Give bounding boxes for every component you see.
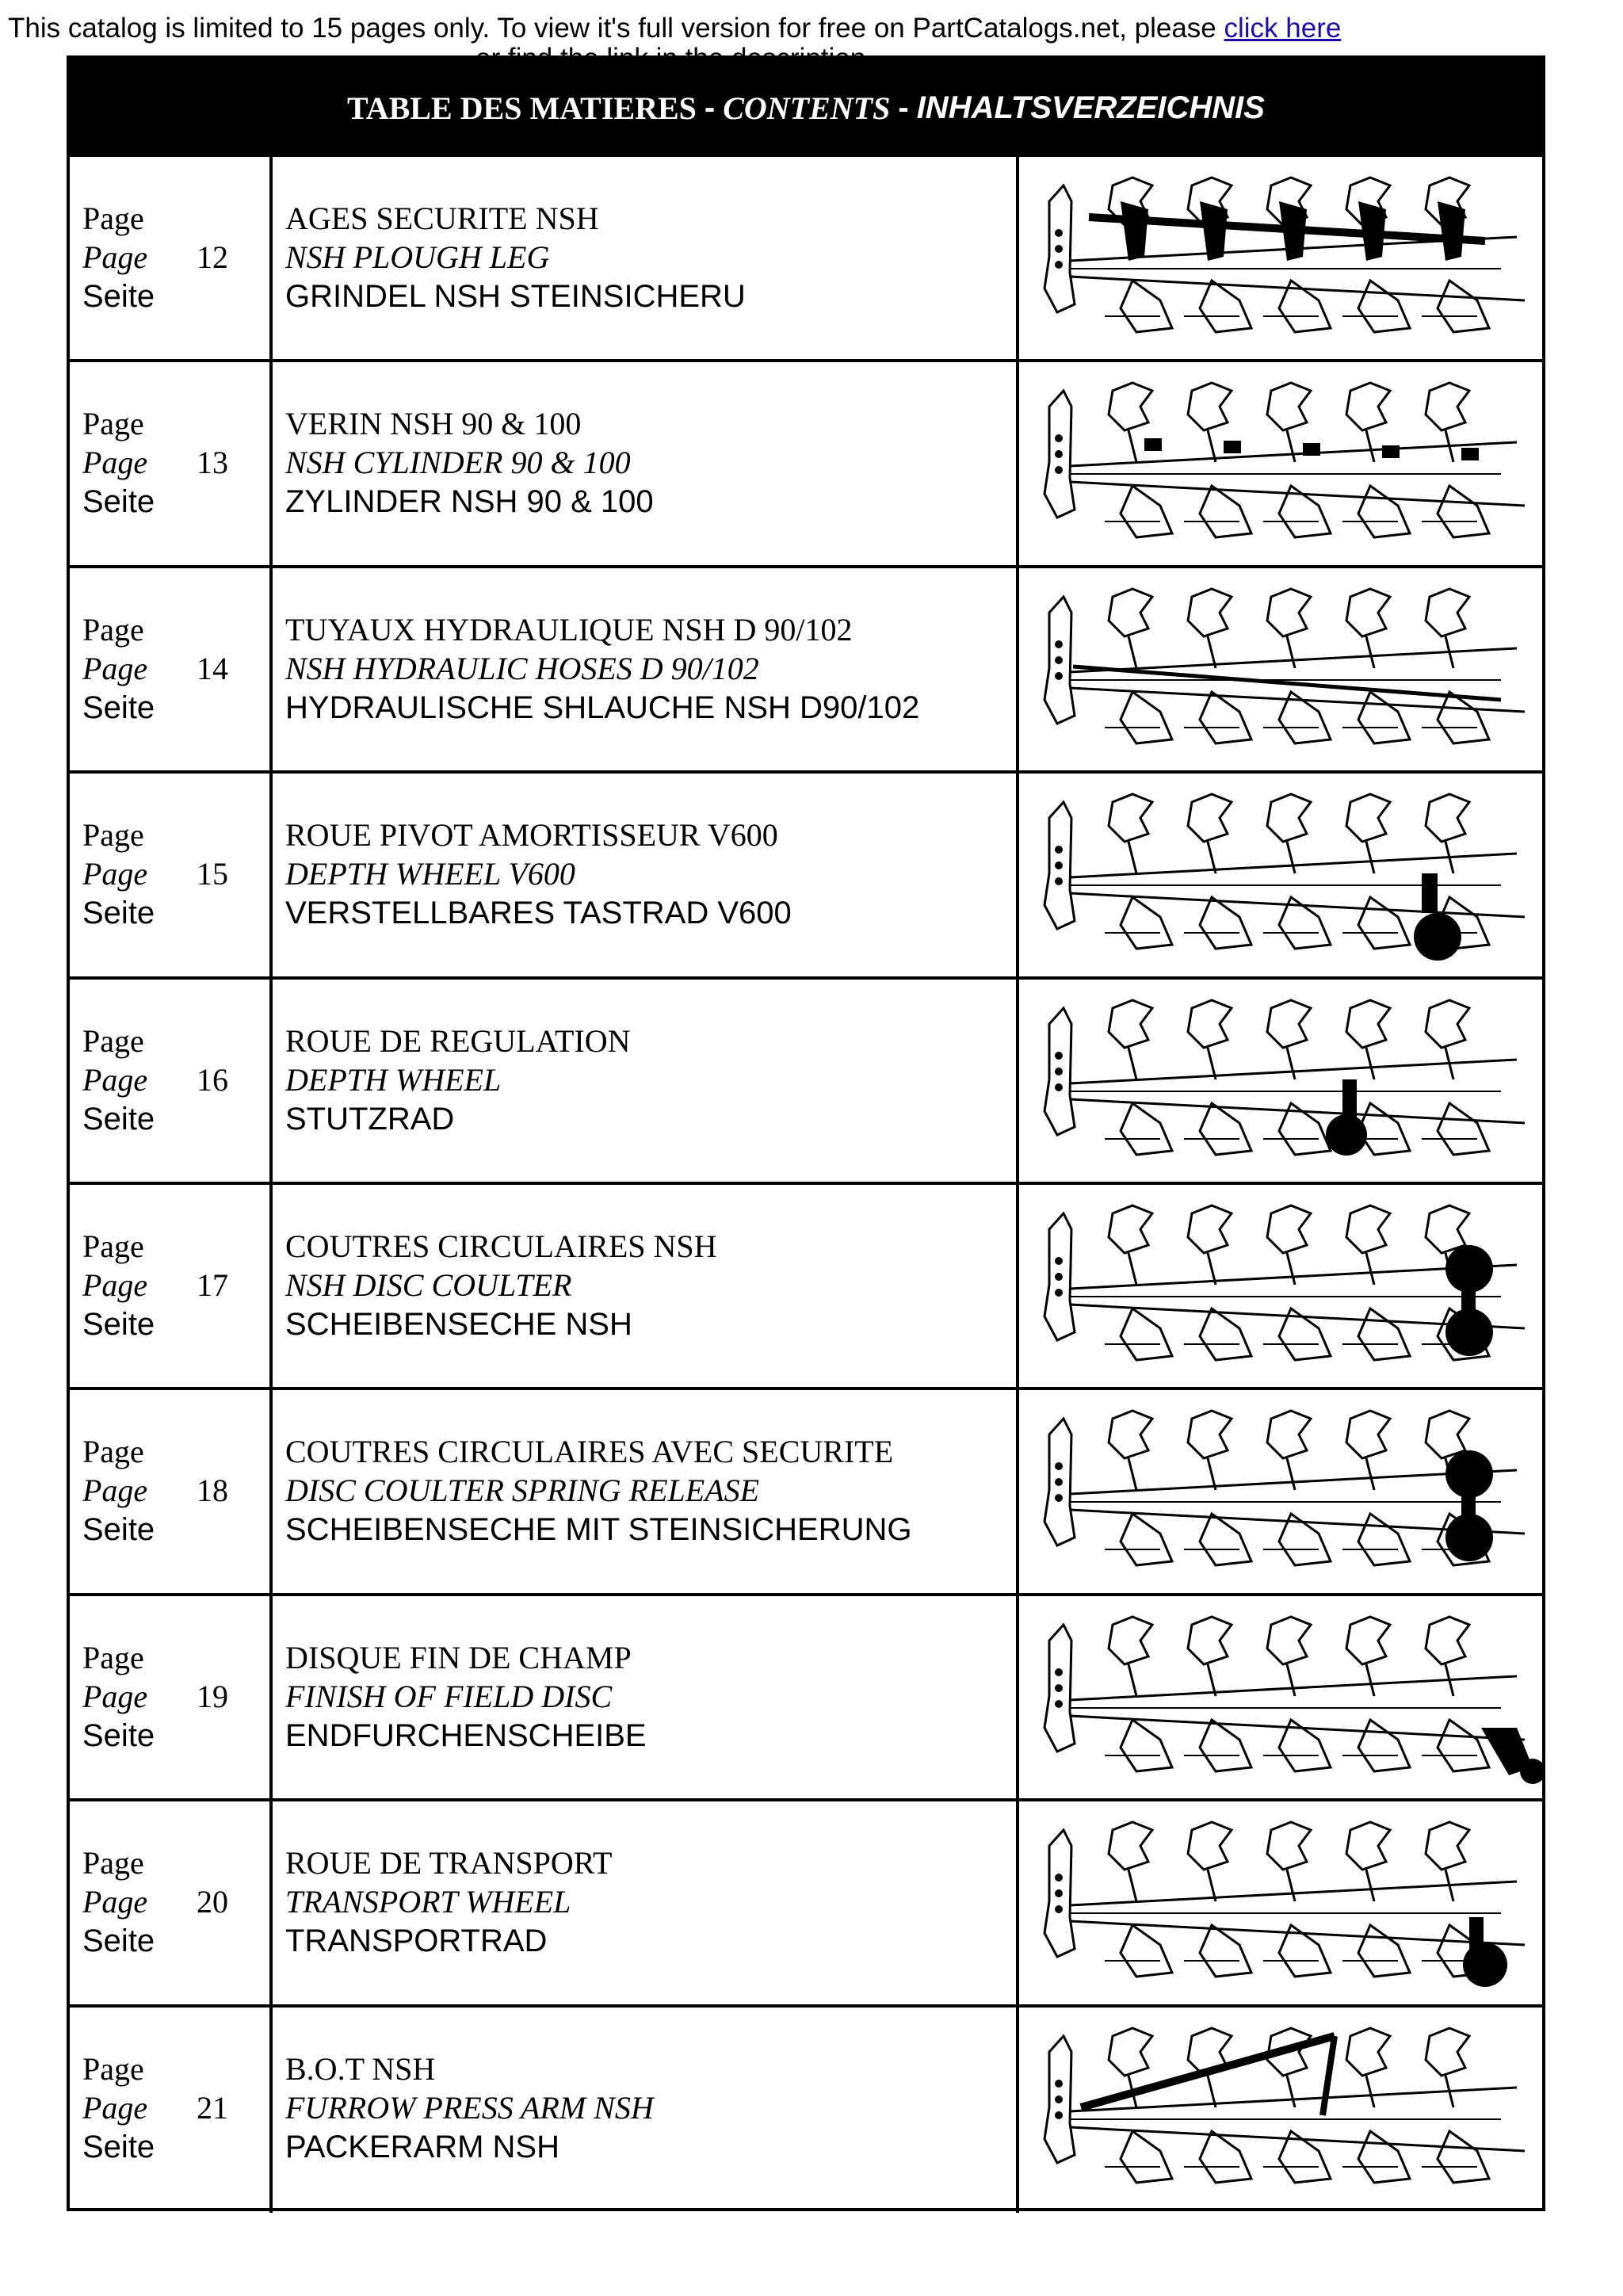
plough-illustration-cell: [1019, 980, 1542, 1182]
page-number: 18: [197, 1473, 228, 1509]
page-label-de: Seite: [82, 1924, 155, 1959]
plough-diagram-icon: [1025, 2020, 1541, 2198]
header-separator: -: [898, 90, 909, 125]
page-cell: [70, 1185, 273, 1387]
title-fr: TUYAUX HYDRAULIQUE NSH D 90/102: [285, 611, 853, 648]
page-label-fr: Page: [82, 611, 144, 648]
title-en: NSH CYLINDER 90 & 100: [285, 445, 631, 481]
title-de: HYDRAULISCHE SHLAUCHE NSH D90/102: [285, 690, 920, 725]
table-row[interactable]: [70, 980, 1542, 1185]
title-cell: [273, 980, 1019, 1182]
table-row[interactable]: [70, 157, 1542, 362]
title-fr: VERIN NSH 90 & 100: [285, 406, 582, 442]
plough-illustration-cell: [1019, 157, 1542, 359]
plough-diagram-icon: [1025, 1609, 1541, 1786]
plough-illustration-cell: [1019, 1596, 1542, 1798]
title-de: ZYLINDER NSH 90 & 100: [285, 484, 654, 520]
notice-text: This catalog is limited to 15 pages only. To view it's full version for free on PartCatalogs.net, please: [8, 13, 1224, 44]
title-en: DEPTH WHEEL: [285, 1061, 502, 1098]
title-de: ENDFURCHENSCHEIBE: [285, 1717, 647, 1753]
page-number: 16: [197, 1061, 228, 1098]
title-de: TRANSPORTRAD: [285, 1924, 548, 1959]
page-label-de: Seite: [82, 2129, 155, 2164]
page-label-fr: Page: [82, 1434, 144, 1470]
header-en: CONTENTS: [723, 90, 891, 126]
title-cell: [273, 362, 1019, 564]
page-number: 14: [197, 650, 228, 686]
page-number: 19: [197, 1678, 228, 1714]
table-row[interactable]: [70, 2008, 1542, 2213]
title-de: SCHEIBENSECHE MIT STEINSICHERUNG: [285, 1512, 912, 1548]
page-number: 20: [197, 1884, 228, 1920]
page-label-de: Seite: [82, 1717, 155, 1753]
page-label-de: Seite: [82, 896, 155, 931]
page-label-en: Page: [82, 1884, 148, 1920]
plough-illustration-cell: [1019, 1801, 1542, 2004]
page-number: 13: [197, 445, 228, 481]
title-cell: [273, 1185, 1019, 1387]
table-row[interactable]: [70, 1390, 1542, 1595]
title-de: VERSTELLBARES TASTRAD V600: [285, 896, 792, 931]
header-fr: TABLE DES MATIERES: [347, 90, 697, 126]
title-de: STUTZRAD: [285, 1101, 455, 1137]
page-label-de: Seite: [82, 1101, 155, 1137]
title-cell: [273, 568, 1019, 770]
page-number: 17: [197, 1266, 228, 1303]
page-number: 12: [197, 239, 228, 275]
page-label-en: Page: [82, 2089, 148, 2126]
plough-illustration-cell: [1019, 2008, 1542, 2213]
click-here-link[interactable]: click here: [1224, 13, 1342, 44]
page-label-en: Page: [82, 650, 148, 686]
table-row[interactable]: [70, 568, 1542, 774]
title-en: NSH PLOUGH LEG: [285, 239, 550, 275]
page-cell: [70, 2008, 273, 2213]
table-row[interactable]: [70, 1596, 1542, 1801]
title-en: NSH HYDRAULIC HOSES D 90/102: [285, 650, 759, 686]
page-label-de: Seite: [82, 690, 155, 725]
title-cell: [273, 774, 1019, 976]
page-label-en: Page: [82, 1473, 148, 1509]
page-label-de: Seite: [82, 279, 155, 314]
plough-diagram-icon: [1025, 1198, 1541, 1375]
title-cell: [273, 1596, 1019, 1798]
page-label-fr: Page: [82, 817, 144, 854]
table-body: [70, 157, 1542, 2213]
header-de: INHALTSVERZEICHNIS: [916, 90, 1265, 125]
title-de: GRINDEL NSH STEINSICHERU: [285, 279, 746, 314]
catalog-limit-notice: [0, 11, 1623, 46]
page-cell: [70, 1596, 273, 1798]
title-fr: AGES SECURITE NSH: [285, 201, 599, 236]
title-cell: [273, 1801, 1019, 2004]
plough-illustration-cell: [1019, 568, 1542, 770]
title-cell: [273, 1390, 1019, 1592]
plough-diagram-icon: [1025, 581, 1541, 758]
page-label-en: Page: [82, 445, 148, 481]
page-label-en: Page: [82, 856, 148, 892]
plough-illustration-cell: [1019, 362, 1542, 564]
contents-table: [67, 55, 1545, 2211]
title-en: NSH DISC COULTER: [285, 1266, 572, 1303]
page-label-en: Page: [82, 1266, 148, 1303]
plough-diagram-icon: [1025, 786, 1541, 964]
page-cell: [70, 568, 273, 770]
title-en: DEPTH WHEEL V600: [285, 856, 575, 892]
page-label-fr: Page: [82, 1845, 144, 1881]
title-fr: DISQUE FIN DE CHAMP: [285, 1639, 632, 1675]
page-label-de: Seite: [82, 1512, 155, 1548]
page-label-en: Page: [82, 1061, 148, 1098]
page-number: 15: [197, 856, 228, 892]
title-en: TRANSPORT WHEEL: [285, 1884, 571, 1920]
page-label-en: Page: [82, 1678, 148, 1714]
page-cell: [70, 1801, 273, 2004]
title-fr: B.O.T NSH: [285, 2050, 436, 2087]
title-en: FURROW PRESS ARM NSH: [285, 2089, 654, 2126]
page-cell: [70, 774, 273, 976]
title-cell: [273, 157, 1019, 359]
plough-illustration-cell: [1019, 774, 1542, 976]
page-label-fr: Page: [82, 406, 144, 442]
plough-diagram-icon: [1025, 170, 1541, 347]
page-label-fr: Page: [82, 2050, 144, 2087]
plough-diagram-icon: [1025, 1403, 1541, 1580]
page-label-de: Seite: [82, 484, 155, 520]
table-row[interactable]: [70, 774, 1542, 979]
plough-diagram-icon: [1025, 992, 1541, 1170]
title-en: DISC COULTER SPRING RELEASE: [285, 1473, 760, 1509]
title-cell: [273, 2008, 1019, 2213]
header-separator: -: [704, 90, 716, 125]
page-label-fr: Page: [82, 201, 144, 236]
table-header: [70, 59, 1542, 157]
title-fr: ROUE DE REGULATION: [285, 1022, 631, 1059]
title-fr: ROUE DE TRANSPORT: [285, 1845, 613, 1881]
title-fr: COUTRES CIRCULAIRES AVEC SECURITE: [285, 1434, 894, 1470]
title-en: FINISH OF FIELD DISC: [285, 1678, 613, 1714]
page-label-fr: Page: [82, 1022, 144, 1059]
table-row[interactable]: [70, 1801, 1542, 2007]
plough-illustration-cell: [1019, 1185, 1542, 1387]
title-fr: COUTRES CIRCULAIRES NSH: [285, 1228, 717, 1264]
page-label-fr: Page: [82, 1228, 144, 1264]
page-label-de: Seite: [82, 1306, 155, 1342]
page-cell: [70, 980, 273, 1182]
table-row[interactable]: [70, 362, 1542, 567]
plough-diagram-icon: [1025, 1814, 1541, 1992]
page-cell: [70, 157, 273, 359]
title-fr: ROUE PIVOT AMORTISSEUR V600: [285, 817, 778, 854]
page-number: 21: [197, 2089, 228, 2126]
plough-illustration-cell: [1019, 1390, 1542, 1592]
table-row[interactable]: [70, 1185, 1542, 1390]
page-label-en: Page: [82, 239, 148, 275]
title-de: SCHEIBENSECHE NSH: [285, 1306, 632, 1342]
title-de: PACKERARM NSH: [285, 2129, 559, 2164]
page-cell: [70, 1390, 273, 1592]
page-label-fr: Page: [82, 1639, 144, 1675]
plough-diagram-icon: [1025, 375, 1541, 552]
page-cell: [70, 362, 273, 564]
